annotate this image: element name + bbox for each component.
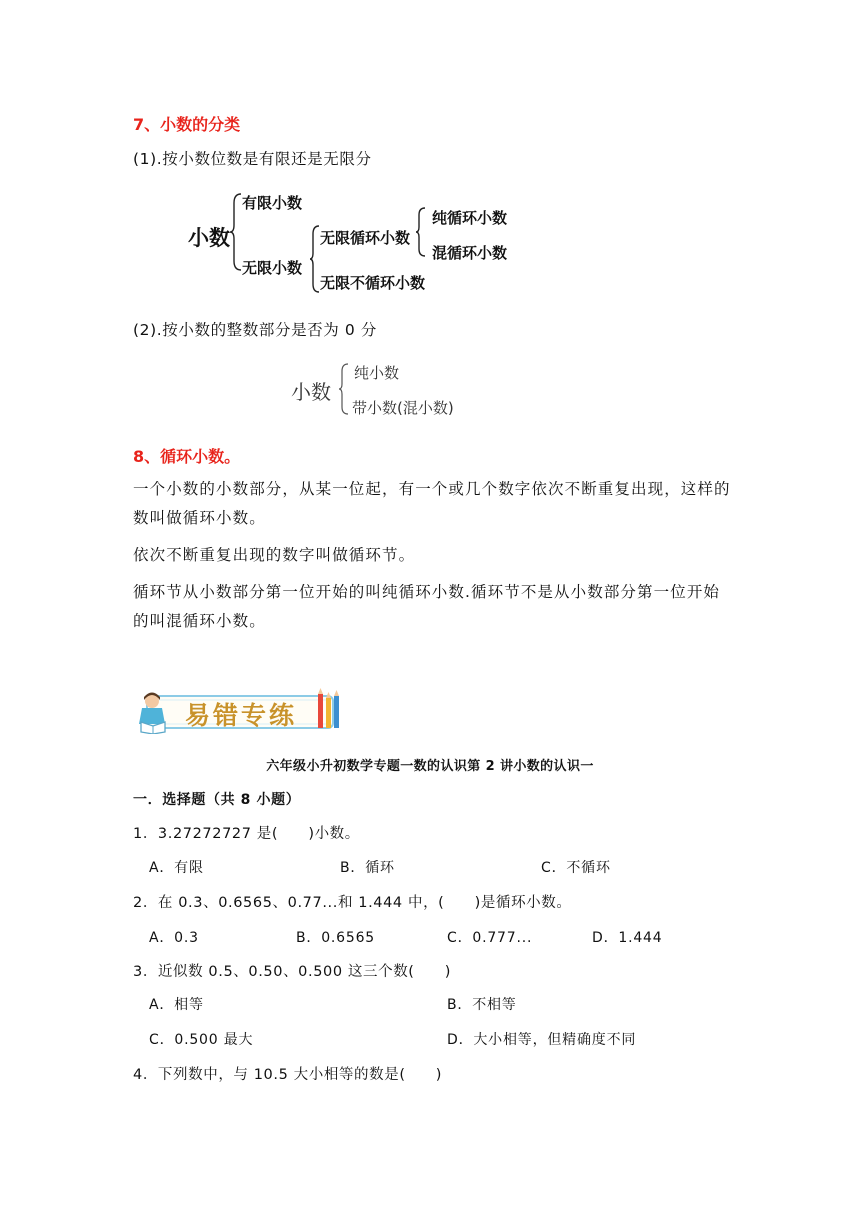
question-3: 3．近似数 0.5、0.50、0.500 这三个数( )	[133, 964, 452, 980]
question-2: 2．在 0.3、0.6565、0.77...和 1.444 中，( )是循环小数。	[133, 895, 572, 911]
question-2-option-b[interactable]: B．0.6565	[296, 930, 375, 946]
brace-icon	[415, 207, 427, 257]
question-1-option-a[interactable]: A．有限	[149, 860, 204, 876]
diagram1-pure: 纯循环小数	[432, 209, 508, 227]
diagram1-nonrepeating: 无限不循环小数	[320, 274, 426, 292]
question-4: 4．下列数中，与 10.5 大小相等的数是( )	[133, 1067, 443, 1083]
question-1-option-b[interactable]: B．循环	[340, 860, 395, 876]
question-3-option-d[interactable]: D．大小相等，但精确度不同	[447, 1032, 637, 1048]
question-2-option-c[interactable]: C．0.777...	[447, 930, 533, 946]
section-7-sub1: (1).按小数位数是有限还是无限分	[133, 150, 372, 168]
classification-diagram-1	[185, 185, 525, 295]
diagram1-infinite: 无限小数	[242, 259, 303, 277]
diagram1-mixed: 混循环小数	[432, 244, 508, 262]
diagram2-mixed: 带小数(混小数)	[352, 399, 454, 417]
pencils-icon	[315, 688, 343, 734]
section-7-sub2: (2).按小数的整数部分是否为 0 分	[133, 321, 377, 339]
diagram1-repeating: 无限循环小数	[320, 229, 411, 247]
diagram1-root: 小数	[188, 226, 230, 250]
section-8-paragraph-3: 循环节从小数部分第一位开始的叫纯循环小数.循环节不是从小数部分第一位开始的叫混循环小数。	[133, 583, 721, 630]
question-3-option-c[interactable]: C．0.500 最大	[149, 1032, 254, 1048]
brace-icon	[229, 193, 243, 271]
section-7-heading: 7、小数的分类	[133, 115, 241, 134]
section-8-paragraph-1: 一个小数的小数部分，从某一位起，有一个或几个数字依次不断重复出现，这样的数叫做循环小数。	[133, 480, 731, 527]
question-3-option-b[interactable]: B．不相等	[447, 997, 517, 1013]
question-2-option-d[interactable]: D．1.444	[592, 930, 663, 946]
question-1-option-c[interactable]: C．不循环	[541, 860, 611, 876]
question-1: 1．3.27272727 是( )小数。	[133, 826, 360, 842]
diagram2-root: 小数	[291, 380, 331, 404]
classification-diagram-2	[290, 358, 470, 420]
brace-icon	[338, 363, 350, 415]
banner-title: 易错专练	[185, 701, 298, 730]
diagram1-finite: 有限小数	[242, 194, 303, 212]
reading-child-icon	[133, 690, 181, 734]
diagram2-pure: 纯小数	[354, 364, 400, 382]
section-8-heading: 8、循环小数。	[133, 447, 241, 466]
practice-banner	[133, 688, 343, 734]
question-3-option-a[interactable]: A．相等	[149, 997, 204, 1013]
section-8-paragraph-2: 依次不断重复出现的数字叫做循环节。	[133, 546, 416, 564]
practice-part-heading: 一．选择题（共 8 小题）	[133, 792, 301, 808]
practice-title: 六年级小升初数学专题一数的认识第 2 讲小数的认识一	[266, 759, 594, 774]
question-2-option-a[interactable]: A．0.3	[149, 930, 199, 946]
